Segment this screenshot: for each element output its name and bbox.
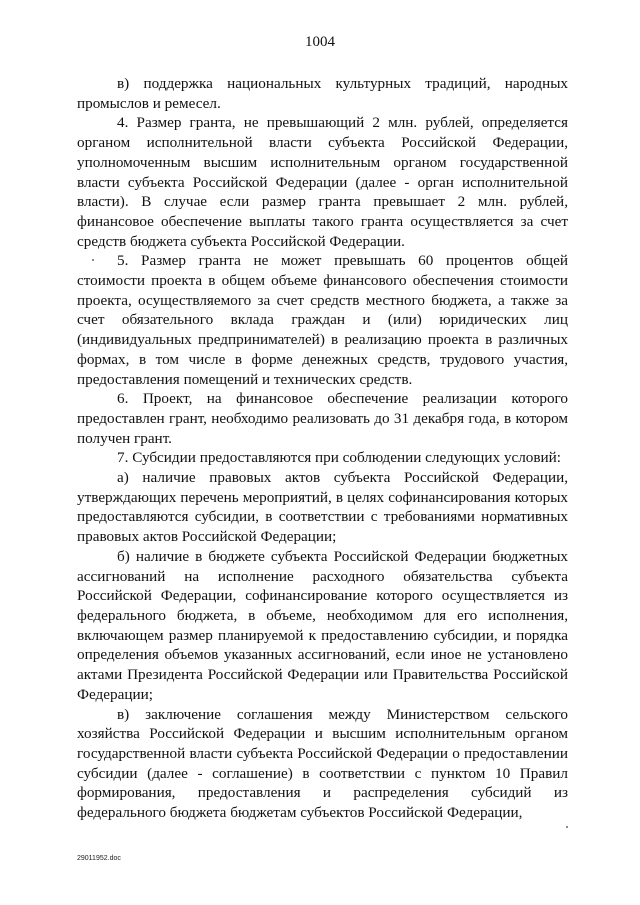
scan-speck: [92, 259, 94, 261]
paragraph-7b-budget-allocations: б) наличие в бюджете субъекта Российской Федерации бюджетных ассигнований на исполнение расходного обязательства субъекта Российской Федерации, софинансирование которого осуществляется из федерального бюджета, в объеме, необходимом для его исполнения, включающем размер планируемой к предоставлению субсидии, и порядка определения объемов указанных ассигнований, если иное не установлено актами Президента Российской Федерации или Правительства Российской Федерации;: [77, 547, 568, 703]
paragraph-7a-legal-acts: а) наличие правовых актов субъекта Российской Федерации, утверждающих перечень мероприятий, в целях софинансирования которых предоставляются субсидии, в соответствии с требованиями нормативных правовых актов Российской Федерации;: [77, 469, 568, 546]
paragraph-6-project-deadline: 6. Проект, на финансовое обеспечение реализации которого предоставлен грант, необходимо реализовать до 31 декабря года, в котором получен грант.: [77, 390, 568, 447]
paragraph-5-grant-limit: 5. Размер гранта не может превышать 60 процентов общей стоимости проекта в общем объеме финансового обеспечения стоимости проекта, осуществляемого за счет средств местного бюджета, а также за счет обязательного вклада граждан и (или) юридических лиц (индивидуальных предпринимателей) в реализацию проекта в различных формах, в том числе в форме денежных средств, трудового участия, предоставления помещений и технических средств.: [77, 252, 568, 388]
scan-speck: [566, 826, 568, 828]
paragraph-4-grant-size: 4. Размер гранта, не превышающий 2 млн. рублей, определяется органом исполнительной власти субъекта Российской Федерации, уполномоченным высшим исполнительным органом государственной власти субъекта Российской Федерации (далее - орган исполнительной власти). В случае если размер гранта превышает 2 млн. рублей, финансовое обеспечение выплаты такого гранта осуществляется за счет средств бюджета субъекта Российской Федерации.: [77, 114, 568, 250]
document-body: [77, 74, 568, 823]
footer-filename: 29011952.doc: [77, 855, 121, 862]
paragraph-3v-support-traditions: в) поддержка национальных культурных традиций, народных промыслов и ремесел.: [77, 75, 568, 112]
page-number: 1004: [305, 34, 335, 50]
paragraph-7-subsidy-conditions: 7. Субсидии предоставляются при соблюдении следующих условий:: [117, 449, 562, 467]
paragraph-7v-agreement: в) заключение соглашения между Министерством сельского хозяйства Российской Федерации и высшим исполнительным органом государственной власти субъекта Российской Федерации о предоставлении субсидии (далее - соглашение) в соответствии с пунктом 10 Правил формирования, предоставления и распределения субсидий из федерального бюджета бюджетам субъектов Российской Федерации,: [77, 705, 568, 822]
